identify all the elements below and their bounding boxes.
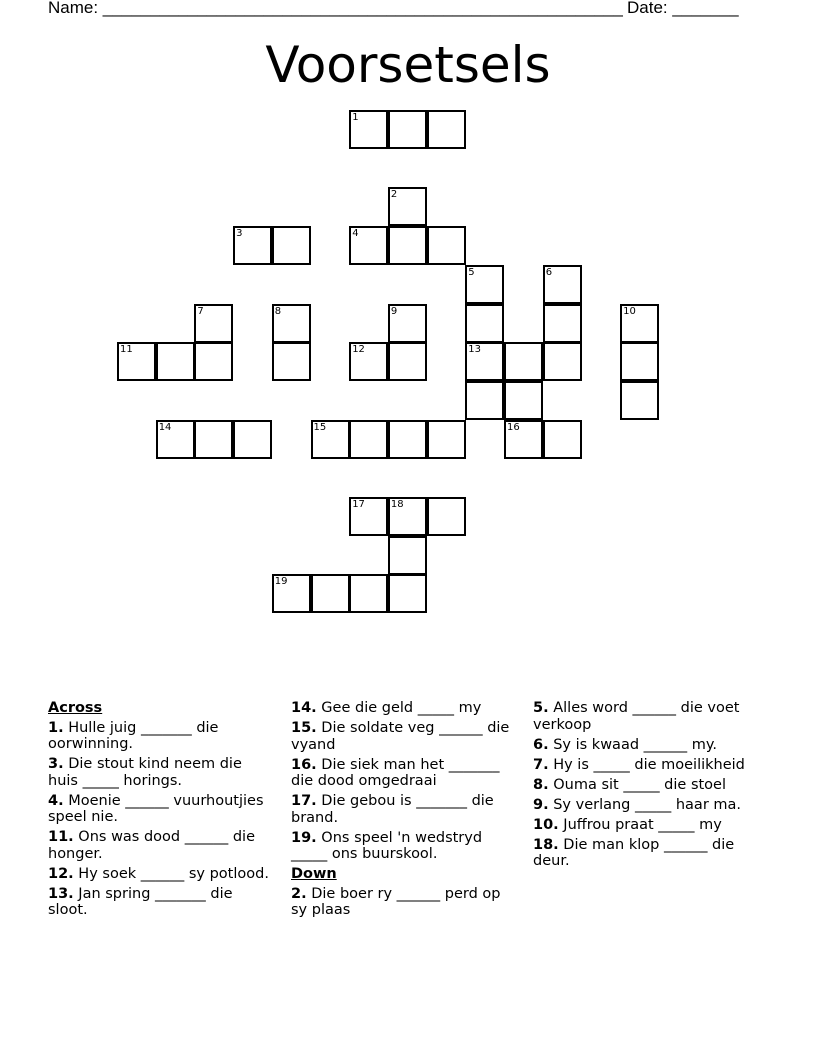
clue-item [291, 757, 511, 790]
clue-item [291, 830, 511, 863]
crossword-cell[interactable] [311, 420, 350, 459]
down-clue-list-continued [533, 700, 758, 870]
crossword-cell[interactable] [465, 342, 504, 381]
crossword-cell[interactable] [388, 304, 427, 343]
down-clue-list [291, 886, 511, 919]
crossword-cell[interactable] [388, 226, 427, 265]
clue-number: 3. [48, 756, 64, 772]
crossword-cell[interactable] [620, 342, 659, 381]
clue-text: Die siek man het _______ die dood omgedraai [291, 756, 500, 789]
clue-item [533, 700, 758, 733]
clue-text: Hulle juig _______ die oorwinning. [48, 719, 219, 752]
cell-number: 3 [236, 228, 243, 240]
crossword-cell[interactable] [465, 304, 504, 343]
crossword-cell[interactable] [194, 342, 233, 381]
crossword-cell[interactable] [427, 497, 466, 536]
crossword-cell[interactable] [272, 226, 311, 265]
crossword-cell[interactable] [388, 497, 427, 536]
crossword-cell[interactable] [349, 420, 388, 459]
clue-text: Gee die geld _____ my [316, 700, 482, 716]
crossword-cell[interactable] [233, 226, 272, 265]
cell-number: 7 [197, 305, 204, 317]
clue-item [533, 777, 758, 794]
crossword-cell[interactable] [349, 226, 388, 265]
cell-number: 2 [390, 189, 398, 201]
cell-number: 18 [390, 499, 404, 510]
clue-item [533, 737, 758, 754]
clue-text: Die stout kind neem die huis _____ horings. [48, 756, 242, 789]
clue-number: 19. [291, 829, 317, 846]
cell-number: 15 [313, 421, 327, 433]
crossword-cell[interactable] [272, 342, 311, 381]
across-clue-list [48, 720, 273, 919]
clue-item [291, 720, 511, 753]
clue-text: Die gebou is _______ die brand. [291, 793, 494, 826]
crossword-cell[interactable] [156, 342, 195, 381]
clue-item [291, 700, 511, 717]
clue-item [48, 829, 273, 862]
crossword-cell[interactable] [272, 574, 311, 613]
cell-number: 12 [352, 344, 365, 356]
clue-number: 16. [291, 756, 317, 773]
crossword-cell[interactable] [233, 420, 272, 459]
clue-item [533, 757, 758, 774]
crossword-cell[interactable] [465, 381, 504, 420]
crossword-cell[interactable] [311, 574, 350, 613]
clue-text: Jan spring _______ die sloot. [48, 885, 233, 918]
clue-text: Hy is _____ die moeilikheid [548, 756, 745, 773]
cell-number: 8 [274, 305, 282, 317]
clues-column-1 [48, 700, 273, 922]
clue-item [48, 886, 273, 919]
clue-number: 4. [48, 792, 64, 809]
cell-number: 4 [352, 228, 359, 240]
date-field-label: Date: _______ [627, 0, 739, 17]
crossword-cell[interactable] [388, 574, 427, 613]
clue-number: 10. [533, 816, 559, 833]
clue-text: Ouma sit _____ die stoel [548, 776, 727, 793]
clue-number: 13. [48, 885, 74, 902]
cell-number: 14 [158, 421, 172, 433]
clue-number: 7. [533, 756, 549, 773]
clue-number: 15. [291, 720, 317, 736]
cell-number: 19 [274, 576, 288, 588]
crossword-cell[interactable] [388, 536, 427, 575]
clue-text: Ons speel 'n wedstryd _____ ons buurskool. [291, 829, 483, 862]
cell-number: 6 [545, 266, 553, 278]
clue-item [533, 837, 758, 870]
crossword-cell[interactable] [388, 187, 427, 226]
crossword-cell[interactable] [272, 304, 311, 343]
crossword-cell[interactable] [465, 265, 504, 304]
crossword-cell[interactable] [504, 381, 543, 420]
clue-number: 5. [533, 700, 549, 716]
clues-column-2 [291, 700, 511, 922]
crossword-cell[interactable] [194, 304, 233, 343]
crossword-cell[interactable] [504, 420, 543, 459]
clue-text: Die boer ry ______ perd op sy plaas [291, 885, 501, 918]
crossword-cell[interactable] [349, 110, 388, 149]
clue-item [48, 866, 273, 883]
clue-item [291, 886, 511, 919]
clue-number: 1. [48, 719, 64, 736]
crossword-cell[interactable] [349, 574, 388, 613]
clue-number: 11. [48, 829, 74, 845]
crossword-cell[interactable] [620, 304, 659, 343]
cell-number: 11 [120, 344, 133, 356]
crossword-cell[interactable] [117, 342, 156, 381]
across-heading: Across [48, 700, 103, 716]
clue-item [533, 817, 758, 834]
crossword-cell[interactable] [543, 265, 582, 304]
crossword-cell[interactable] [156, 420, 195, 459]
crossword-cell[interactable] [194, 420, 233, 459]
clue-number: 9. [533, 796, 549, 813]
clue-item [533, 797, 758, 814]
clue-item [48, 793, 273, 826]
crossword-cell[interactable] [543, 304, 582, 343]
clue-number: 2. [291, 885, 307, 902]
crossword-cell[interactable] [427, 420, 466, 459]
page-title: Voorsetsels [265, 36, 551, 94]
crossword-cell[interactable] [504, 342, 543, 381]
clue-number: 12. [48, 865, 74, 882]
name-field-label: Name: _______________________________________________________ [48, 0, 623, 17]
cell-number: 1 [352, 112, 359, 123]
crossword-cell[interactable] [388, 420, 427, 459]
crossword-cell[interactable] [349, 497, 388, 536]
clue-number: 18. [533, 836, 559, 853]
cell-number: 9 [390, 305, 398, 317]
clue-number: 14. [291, 700, 317, 716]
clue-text: Hy soek ______ sy potlood. [73, 865, 269, 882]
crossword-cell[interactable] [543, 342, 582, 381]
cell-number: 16 [507, 421, 520, 433]
clue-number: 6. [533, 736, 549, 753]
cell-number: 5 [468, 266, 475, 278]
clue-item [48, 720, 273, 753]
cell-number: 10 [623, 305, 636, 317]
clue-text: Die soldate veg ______ die vyand [291, 720, 510, 753]
crossword-cell[interactable] [388, 342, 427, 381]
cell-number: 17 [352, 499, 365, 510]
clue-item [291, 793, 511, 826]
clue-text: Moenie ______ vuurhoutjies speel nie. [48, 792, 264, 825]
clue-text: Ons was dood ______ die honger. [48, 829, 255, 862]
crossword-cell[interactable] [427, 226, 466, 265]
crossword-cell[interactable] [349, 342, 388, 381]
clue-text: Sy is kwaad ______ my. [548, 736, 718, 753]
clue-text: Alles word ______ die voet verkoop [533, 700, 740, 733]
clue-text: Sy verlang _____ haar ma. [548, 796, 742, 813]
across-clue-list-continued [291, 700, 511, 863]
crossword-cell[interactable] [620, 381, 659, 420]
down-heading: Down [291, 866, 337, 882]
clue-item [48, 756, 273, 789]
clue-number: 17. [291, 793, 317, 809]
crossword-cell[interactable] [543, 420, 582, 459]
clue-number: 8. [533, 776, 549, 793]
cell-number: 13 [468, 344, 482, 356]
clue-text: Die man klop ______ die deur. [533, 836, 735, 869]
clues-column-3 [533, 700, 758, 873]
crossword-cell[interactable] [388, 110, 427, 149]
crossword-cell[interactable] [427, 110, 466, 149]
clue-text: Juffrou praat _____ my [558, 816, 722, 833]
